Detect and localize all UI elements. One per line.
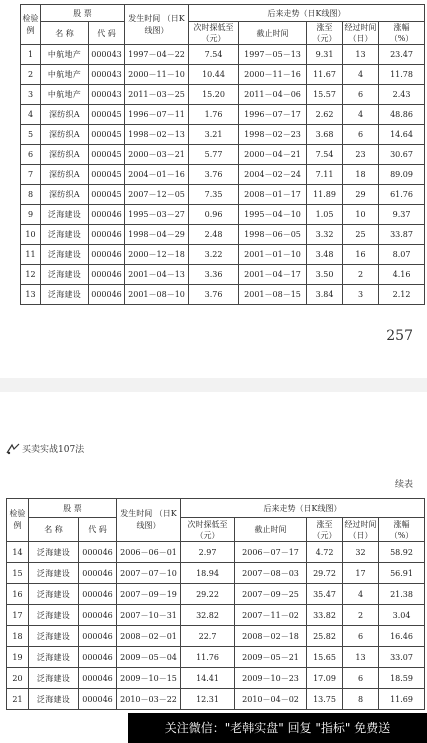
cell-stock-code: 000046 [79, 626, 117, 647]
cell-stock-name: 泛海建设 [41, 205, 89, 225]
cell-case-no: 8 [21, 185, 41, 205]
cell-stock-code: 000046 [79, 647, 117, 668]
header-end-time: 截止时间 [235, 518, 307, 542]
cell-rise-to: 15.57 [307, 85, 343, 105]
cell-low-price: 3.36 [189, 265, 239, 285]
cell-days-elapsed: 18 [343, 165, 379, 185]
cell-stock-code: 000046 [89, 245, 125, 265]
cell-stock-name: 中航地产 [41, 65, 89, 85]
cell-stock-code: 000046 [89, 225, 125, 245]
cell-days-elapsed: 6 [343, 626, 379, 647]
cell-stock-name: 泛海建设 [41, 285, 89, 305]
cell-rise-to: 1.05 [307, 205, 343, 225]
header-days: 经过时间 （日） [344, 23, 377, 43]
cell-occur-date: 2007－10－31 [117, 605, 181, 626]
book-page-continued [0, 392, 427, 743]
cell-case-no: 20 [7, 668, 29, 689]
cell-days-elapsed: 4 [343, 105, 379, 125]
cell-low-price: 5.77 [189, 145, 239, 165]
cell-stock-name: 深纺织A [41, 145, 89, 165]
cell-end-date: 2007－09－25 [235, 584, 307, 605]
header-rise-to: 涨至 （元） [307, 22, 343, 45]
cell-case-no: 7 [21, 165, 41, 185]
cell-days-elapsed: 10 [343, 205, 379, 225]
cell-end-date: 2000－11－16 [239, 65, 307, 85]
cell-stock-name: 深纺织A [41, 105, 89, 125]
table-row [21, 45, 425, 65]
cell-end-date: 2011－04－06 [239, 85, 307, 105]
cell-case-no: 13 [21, 285, 41, 305]
cell-stock-name: 泛海建设 [29, 668, 79, 689]
header-increase: 涨幅 （%） [379, 22, 425, 45]
cell-increase-pct: 61.76 [379, 185, 425, 205]
table-row [7, 563, 425, 584]
cell-end-date: 2006－07－17 [235, 542, 307, 563]
table-row [7, 689, 425, 710]
cell-increase-pct: 58.92 [379, 542, 425, 563]
cell-stock-name: 深纺织A [41, 125, 89, 145]
page-number: 257 [386, 328, 413, 344]
cell-low-price: 10.44 [189, 65, 239, 85]
cell-increase-pct: 89.09 [379, 165, 425, 185]
cell-stock-name: 中航地产 [41, 85, 89, 105]
cell-end-date: 2001－08－15 [239, 285, 307, 305]
cell-case-no: 19 [7, 647, 29, 668]
header-low-price: 次时探低至 （元） [189, 22, 239, 45]
cell-stock-name: 泛海建设 [29, 563, 79, 584]
cell-days-elapsed: 6 [343, 125, 379, 145]
cell-stock-name: 泛海建设 [29, 626, 79, 647]
table-body-2 [7, 542, 425, 710]
table-row [21, 145, 425, 165]
table-row [7, 605, 425, 626]
table-row [21, 225, 425, 245]
cell-low-price: 7.54 [189, 45, 239, 65]
cell-end-date: 2008－01－17 [239, 185, 307, 205]
cell-stock-code: 000046 [89, 205, 125, 225]
cell-end-date: 2001－04－17 [239, 265, 307, 285]
cell-stock-code: 000046 [79, 542, 117, 563]
table-row [21, 165, 425, 185]
cell-case-no: 6 [21, 145, 41, 165]
cell-increase-pct: 3.04 [379, 605, 425, 626]
cell-days-elapsed: 4 [343, 65, 379, 85]
header-days: 经过时间 （日） [344, 519, 377, 540]
cell-low-price: 32.82 [181, 605, 235, 626]
cell-days-elapsed: 2 [343, 605, 379, 626]
cell-rise-to: 11.89 [307, 185, 343, 205]
cell-stock-code: 000043 [89, 45, 125, 65]
cell-stock-name: 深纺织A [41, 185, 89, 205]
cell-stock-code: 000046 [89, 285, 125, 305]
cell-occur-date: 2010－03－22 [117, 689, 181, 710]
header-rise-to: 涨至 （元） [307, 518, 343, 542]
cell-occur-date: 2001－08－10 [125, 285, 189, 305]
table-row [21, 125, 425, 145]
cell-days-elapsed: 4 [343, 584, 379, 605]
cell-case-no: 15 [7, 563, 29, 584]
cell-end-date: 2007－08－03 [235, 563, 307, 584]
cell-end-date: 2010－04－02 [235, 689, 307, 710]
cell-increase-pct: 14.64 [379, 125, 425, 145]
cell-days-elapsed: 32 [343, 542, 379, 563]
cell-days-elapsed: 13 [343, 647, 379, 668]
cell-stock-name: 泛海建设 [41, 245, 89, 265]
cell-days-elapsed: 6 [343, 85, 379, 105]
cell-low-price: 18.94 [181, 563, 235, 584]
table-row [7, 668, 425, 689]
cell-rise-to: 3.50 [307, 265, 343, 285]
cell-increase-pct: 11.78 [379, 65, 425, 85]
cell-days-elapsed: 13 [343, 45, 379, 65]
table-row [7, 542, 425, 563]
cell-low-price: 7.35 [189, 185, 239, 205]
cell-occur-date: 2007－12－05 [125, 185, 189, 205]
cell-low-price: 2.97 [181, 542, 235, 563]
cell-case-no: 17 [7, 605, 29, 626]
cell-case-no: 3 [21, 85, 41, 105]
cell-occur-date: 1995－03－27 [125, 205, 189, 225]
cell-days-elapsed: 2 [343, 265, 379, 285]
cell-end-date: 2007－11－02 [235, 605, 307, 626]
cell-stock-code: 000043 [89, 65, 125, 85]
cell-increase-pct: 18.59 [379, 668, 425, 689]
cell-stock-code: 000043 [89, 85, 125, 105]
header-code: 代 码 [79, 518, 117, 542]
cell-end-date: 2001－01－10 [239, 245, 307, 265]
cell-end-date: 2009－05－21 [235, 647, 307, 668]
table-row [21, 185, 425, 205]
cell-increase-pct: 33.07 [379, 647, 425, 668]
cell-days-elapsed: 3 [343, 285, 379, 305]
table-row [21, 205, 425, 225]
cell-rise-to: 13.75 [307, 689, 343, 710]
table-row [21, 265, 425, 285]
cell-end-date: 2008－02－18 [235, 626, 307, 647]
running-head-title: 买卖实战107法 [22, 445, 85, 455]
cell-occur-date: 2007－07－10 [117, 563, 181, 584]
cell-increase-pct: 21.38 [379, 584, 425, 605]
watermark-banner: 关注微信："老韩实盘" 回复 "指标" 免费送 [128, 713, 427, 743]
cell-increase-pct: 23.47 [379, 45, 425, 65]
table-row [7, 584, 425, 605]
cell-occur-date: 1998－04－29 [125, 225, 189, 245]
cell-end-date: 1998－06－05 [239, 225, 307, 245]
cell-stock-code: 000046 [79, 584, 117, 605]
cell-low-price: 1.76 [189, 105, 239, 125]
cell-rise-to: 4.72 [307, 542, 343, 563]
cell-increase-pct: 2.12 [379, 285, 425, 305]
cell-stock-code: 000045 [89, 125, 125, 145]
cell-case-no: 14 [7, 542, 29, 563]
cell-case-no: 2 [21, 65, 41, 85]
cell-rise-to: 3.48 [307, 245, 343, 265]
cell-occur-date: 2008－02－01 [117, 626, 181, 647]
cell-stock-code: 000046 [79, 668, 117, 689]
header-low-price: 次时探低至 （元） [181, 518, 235, 542]
header-occur-time: 发生时间 （日K线图） [125, 5, 189, 45]
cell-rise-to: 25.82 [307, 626, 343, 647]
cell-rise-to: 15.65 [307, 647, 343, 668]
cell-increase-pct: 33.87 [379, 225, 425, 245]
cell-occur-date: 2000－03－21 [125, 145, 189, 165]
cell-low-price: 3.21 [189, 125, 239, 145]
header-trend: 后来走势（日K线图） [189, 5, 425, 22]
cell-low-price: 0.96 [189, 205, 239, 225]
cell-stock-code: 000045 [89, 105, 125, 125]
cell-increase-pct: 16.46 [379, 626, 425, 647]
cell-stock-name: 泛海建设 [29, 542, 79, 563]
cell-stock-code: 000046 [79, 605, 117, 626]
cell-occur-date: 2000－11－10 [125, 65, 189, 85]
cell-low-price: 15.20 [189, 85, 239, 105]
header-name: 名 称 [29, 518, 79, 542]
cell-case-no: 21 [7, 689, 29, 710]
cell-increase-pct: 9.37 [379, 205, 425, 225]
cell-low-price: 12.31 [181, 689, 235, 710]
cell-stock-name: 泛海建设 [29, 584, 79, 605]
cell-days-elapsed: 8 [343, 689, 379, 710]
header-increase: 涨幅 （%） [379, 518, 425, 542]
cell-case-no: 1 [21, 45, 41, 65]
cell-days-elapsed: 25 [343, 225, 379, 245]
cell-low-price: 2.48 [189, 225, 239, 245]
table-body-1 [21, 45, 425, 305]
cell-stock-code: 000046 [79, 563, 117, 584]
book-logo-icon [6, 443, 20, 455]
cell-increase-pct: 8.07 [379, 245, 425, 265]
cell-rise-to: 11.67 [307, 65, 343, 85]
cell-increase-pct: 4.16 [379, 265, 425, 285]
header-case-no: 检验例 [21, 5, 41, 45]
header-code: 代 码 [89, 22, 125, 45]
cell-stock-name: 泛海建设 [29, 605, 79, 626]
cell-occur-date: 1997－04－22 [125, 45, 189, 65]
header-stock: 股 票 [41, 5, 125, 22]
cell-rise-to: 9.31 [307, 45, 343, 65]
cell-end-date: 1997－05－13 [239, 45, 307, 65]
cell-case-no: 9 [21, 205, 41, 225]
cell-stock-code: 000046 [89, 265, 125, 285]
cell-occur-date: 2009－10－15 [117, 668, 181, 689]
table-row [21, 85, 425, 105]
cell-low-price: 3.76 [189, 285, 239, 305]
cell-case-no: 18 [7, 626, 29, 647]
cell-end-date: 1996－07－17 [239, 105, 307, 125]
cell-end-date: 2009－10－23 [235, 668, 307, 689]
cell-end-date: 2004－02－24 [239, 165, 307, 185]
cell-stock-name: 泛海建设 [41, 225, 89, 245]
cell-occur-date: 2004－01－16 [125, 165, 189, 185]
cell-occur-date: 1996－07－11 [125, 105, 189, 125]
cell-end-date: 1995－04－10 [239, 205, 307, 225]
table-row [21, 285, 425, 305]
cell-low-price: 3.22 [189, 245, 239, 265]
cell-low-price: 14.41 [181, 668, 235, 689]
cell-stock-name: 泛海建设 [29, 647, 79, 668]
cell-stock-name: 中航地产 [41, 45, 89, 65]
header-trend: 后来走势（日K线图） [181, 499, 425, 518]
cell-low-price: 11.76 [181, 647, 235, 668]
cell-rise-to: 7.54 [307, 145, 343, 165]
cell-end-date: 1998－02－23 [239, 125, 307, 145]
stock-cases-table-1 [20, 4, 425, 305]
cell-rise-to: 3.68 [307, 125, 343, 145]
cell-rise-to: 2.62 [307, 105, 343, 125]
cell-occur-date: 2007－09－19 [117, 584, 181, 605]
header-name: 名 称 [41, 22, 89, 45]
header-end-time: 截止时间 [239, 22, 307, 45]
cell-days-elapsed: 16 [343, 245, 379, 265]
cell-increase-pct: 48.86 [379, 105, 425, 125]
cell-rise-to: 3.84 [307, 285, 343, 305]
cell-low-price: 29.22 [181, 584, 235, 605]
cell-occur-date: 2000－12－18 [125, 245, 189, 265]
cell-stock-code: 000045 [89, 185, 125, 205]
cell-rise-to: 7.11 [307, 165, 343, 185]
cell-low-price: 22.7 [181, 626, 235, 647]
header-occur-time: 发生时间 （日K线图） [117, 499, 181, 542]
cell-increase-pct: 56.91 [379, 563, 425, 584]
table-row [7, 647, 425, 668]
cell-stock-code: 000046 [79, 689, 117, 710]
cell-case-no: 5 [21, 125, 41, 145]
table-row [21, 65, 425, 85]
cell-case-no: 11 [21, 245, 41, 265]
cell-days-elapsed: 23 [343, 145, 379, 165]
cell-rise-to: 35.47 [307, 584, 343, 605]
stock-cases-table-2 [6, 498, 425, 710]
cell-rise-to: 29.72 [307, 563, 343, 584]
cell-occur-date: 2006－06－01 [117, 542, 181, 563]
header-case-no: 检验例 [7, 499, 29, 542]
cell-days-elapsed: 17 [343, 563, 379, 584]
cell-occur-date: 2009－05－04 [117, 647, 181, 668]
continued-label: 续表 [394, 480, 413, 490]
cell-low-price: 3.76 [189, 165, 239, 185]
cell-case-no: 4 [21, 105, 41, 125]
cell-increase-pct: 2.43 [379, 85, 425, 105]
cell-increase-pct: 11.69 [379, 689, 425, 710]
cell-days-elapsed: 6 [343, 668, 379, 689]
cell-case-no: 16 [7, 584, 29, 605]
table-row [7, 626, 425, 647]
cell-occur-date: 1998－02－13 [125, 125, 189, 145]
cell-occur-date: 2011－03－25 [125, 85, 189, 105]
cell-occur-date: 2001－04－13 [125, 265, 189, 285]
cell-rise-to: 33.82 [307, 605, 343, 626]
cell-stock-name: 泛海建设 [41, 265, 89, 285]
cell-stock-code: 000045 [89, 165, 125, 185]
cell-rise-to: 17.09 [307, 668, 343, 689]
cell-stock-code: 000045 [89, 145, 125, 165]
header-stock: 股 票 [29, 499, 117, 518]
cell-case-no: 10 [21, 225, 41, 245]
cell-case-no: 12 [21, 265, 41, 285]
running-head [6, 442, 84, 455]
cell-stock-name: 深纺织A [41, 165, 89, 185]
cell-days-elapsed: 29 [343, 185, 379, 205]
cell-rise-to: 3.32 [307, 225, 343, 245]
cell-increase-pct: 30.67 [379, 145, 425, 165]
table-row [21, 245, 425, 265]
cell-end-date: 2000－04－21 [239, 145, 307, 165]
cell-stock-name: 泛海建设 [29, 689, 79, 710]
table-row [21, 105, 425, 125]
